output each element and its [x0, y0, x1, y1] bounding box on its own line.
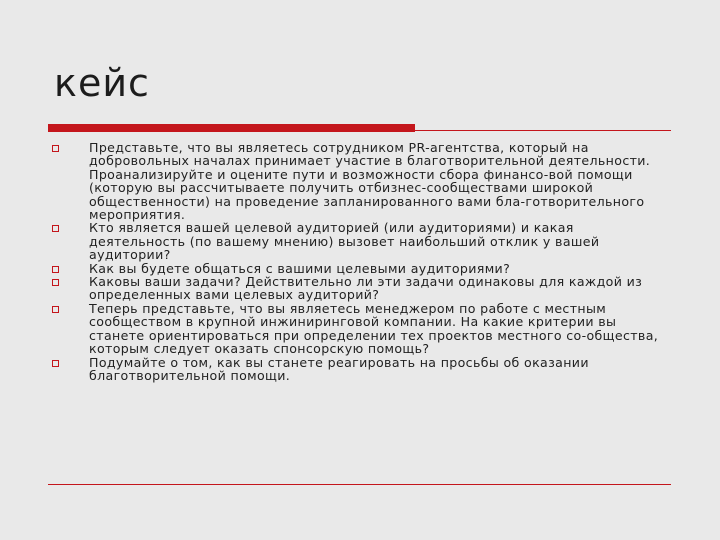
bullet-item: [52, 141, 672, 221]
footer-divider: [48, 484, 671, 485]
hollow-square-icon: [52, 360, 59, 367]
hollow-square-icon: [52, 306, 59, 313]
bullet-item: [52, 356, 672, 383]
bullet-text: Кто является вашей целевой аудиторией (или аудиториями) и какая деятельность (по вашему мнению) вызовет наибольший отклик у вашей аудитории?: [89, 220, 600, 263]
hollow-square-icon: [52, 145, 59, 152]
title-divider: [48, 124, 671, 132]
hollow-square-icon: [52, 266, 59, 273]
bullet-item: [52, 262, 672, 275]
bullet-text: Подумайте о том, как вы станете реагировать на просьбы об оказании благотворительной помощи.: [89, 354, 589, 383]
bullet-item: [52, 221, 672, 261]
title-divider-thin: [48, 130, 671, 131]
bullet-text: Теперь представьте, что вы являетесь менеджером по работе с местным сообществом в крупной инжиниринговой компании. На какие критерии вы станете ориентироваться при определении тех проектов местного со-общества, которым следует оказать спонсорскую помощь?: [89, 300, 659, 357]
bullet-item: [52, 275, 672, 302]
slide-title: кейс: [54, 61, 150, 105]
bullet-text: Представьте, что вы являетесь сотрудником PR-агентства, который на добровольных началах принимает участие в благотворительной деятельности. Проанализируйте и оцените пути и возможности сбора финансо-вой помощи (которую вы рассчитываете получить отбизнес-сообществами широкой общественности) на проведение запланированного вами бла-готворительного мероприятия.: [89, 140, 651, 223]
hollow-square-icon: [52, 279, 59, 286]
bullet-text: Как вы будете общаться с вашими целевыми аудиториями?: [89, 260, 511, 276]
bullet-item: [52, 302, 672, 356]
hollow-square-icon: [52, 225, 59, 232]
bullet-list: [52, 141, 672, 382]
bullet-text: Каковы ваши задачи? Действительно ли эти задачи одинаковы для каждой из определенных вами целевых аудиторий?: [89, 274, 643, 303]
